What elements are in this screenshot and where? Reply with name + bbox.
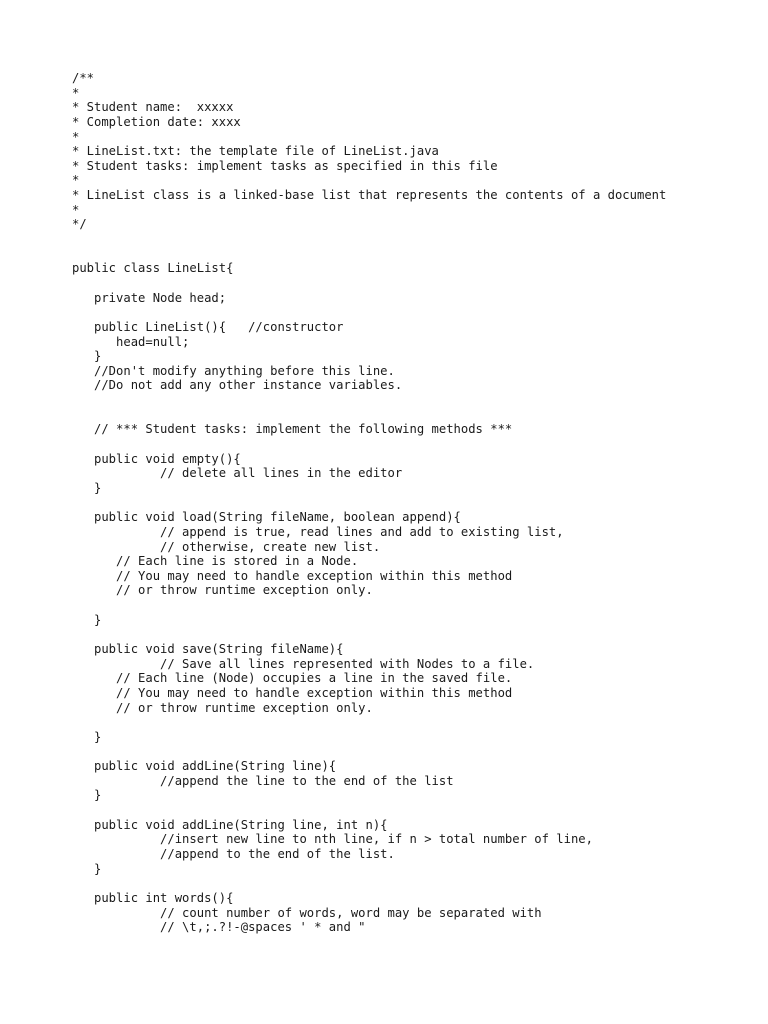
code-line: public int words(){ — [72, 890, 234, 905]
code-line: public void load(String fileName, boolean append){ — [72, 510, 461, 525]
code-line — [72, 496, 666, 511]
code-line: public class LineList{ — [72, 261, 234, 276]
code-line: } — [72, 612, 102, 627]
code-line: } — [72, 729, 102, 744]
code-line: } — [72, 480, 102, 495]
code-line: * — [72, 173, 80, 188]
code-line: // You may need to handle exception within this method — [72, 685, 513, 700]
code-line: //insert new line to nth line, if n > total number of line, — [72, 832, 593, 847]
code-line: } — [72, 861, 102, 876]
code-line: //append the line to the end of the list — [72, 773, 454, 788]
code-line — [72, 627, 666, 642]
code-line: * Student tasks: implement tasks as specified in this file — [72, 158, 498, 173]
code-line — [72, 276, 666, 291]
code-line: * — [72, 85, 80, 100]
code-line: private Node head; — [72, 290, 227, 305]
code-line: // Each line is stored in a Node. — [72, 554, 359, 569]
code-line: * LineList class is a linked-base list that represents the contents of a document — [72, 188, 667, 203]
code-line — [72, 598, 666, 613]
code-line: public void addLine(String line){ — [72, 759, 337, 774]
code-line — [72, 744, 666, 759]
code-line: head=null; — [72, 334, 190, 349]
code-line: // *** Student tasks: implement the following methods *** — [72, 422, 513, 437]
code-line: public LineList(){ //constructor — [72, 319, 344, 334]
code-line: } — [72, 788, 102, 803]
code-line — [72, 876, 666, 891]
code-line: * Student name: xxxxx — [72, 100, 234, 115]
code-line: */ — [72, 217, 87, 232]
code-line — [72, 715, 666, 730]
code-line: // append is true, read lines and add to existing list, — [72, 524, 564, 539]
code-line: //Don't modify anything before this line. — [72, 363, 395, 378]
code-line: public void save(String fileName){ — [72, 641, 344, 656]
code-line: // Each line (Node) occupies a line in the saved file. — [72, 671, 513, 686]
code-line: * Completion date: xxxx — [72, 114, 241, 129]
code-line: // \t,;.?!-@spaces ' * and " — [72, 920, 366, 935]
code-line — [72, 247, 666, 262]
code-line: public void addLine(String line, int n){ — [72, 817, 388, 832]
code-line: //Do not add any other instance variables. — [72, 378, 403, 393]
code-line — [72, 437, 666, 452]
code-line: // or throw runtime exception only. — [72, 700, 373, 715]
code-line: * LineList.txt: the template file of LineList.java — [72, 144, 439, 159]
code-line — [72, 305, 666, 320]
code-line: // or throw runtime exception only. — [72, 583, 373, 598]
code-line: // Save all lines represented with Nodes to a file. — [72, 656, 535, 671]
code-line: // You may need to handle exception within this method — [72, 568, 513, 583]
code-line: public void empty(){ — [72, 451, 241, 466]
code-line: * — [72, 202, 80, 217]
code-line — [72, 393, 666, 408]
code-line: // otherwise, create new list. — [72, 539, 381, 554]
source-code-listing — [72, 71, 666, 935]
code-line: // count number of words, word may be separated with — [72, 905, 542, 920]
code-line — [72, 232, 666, 247]
code-line: /** — [72, 71, 95, 85]
code-line — [72, 803, 666, 818]
code-line: // delete all lines in the editor — [72, 466, 403, 481]
code-line: } — [72, 349, 102, 364]
code-line — [72, 408, 666, 423]
code-line: * — [72, 129, 80, 144]
code-line: //append to the end of the list. — [72, 846, 395, 861]
